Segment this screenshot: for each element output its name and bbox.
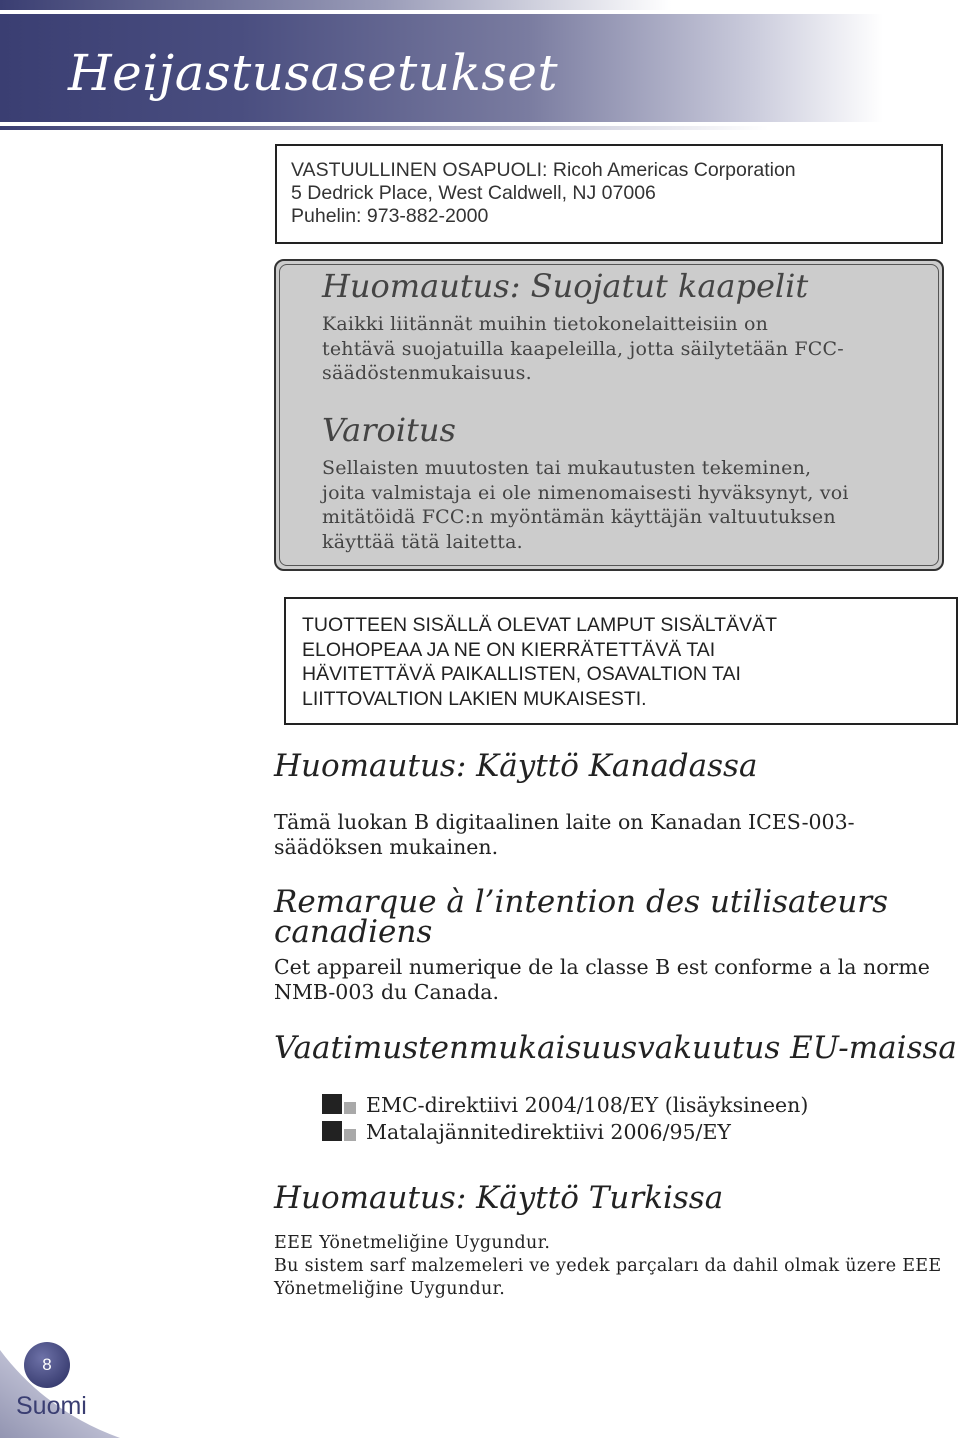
text-line: Cet appareil numerique de la classe B est conforme a la norme [274,955,930,979]
canada-heading: Huomautus: Käyttö Kanadassa [274,748,758,784]
address-line: 5 Dedrick Place, West Caldwell, NJ 07006 [291,182,656,204]
square-bullet-icon [322,1092,358,1118]
canada-text [274,810,855,860]
text-line: LIITTOVALTION LAKIEN MUKAISESTI. [302,687,647,710]
square-bullet-icon [322,1119,358,1145]
list-item-label: EMC-direktiivi 2004/108/EY (lisäyksineen) [366,1093,809,1117]
responsible-party-box [275,144,943,244]
list-item [322,1092,808,1118]
responsible-party-line: VASTUULLINEN OSAPUOLI: Ricoh Americas Corporation [291,159,796,181]
page-corner-decoration [0,1330,150,1438]
text-line: mitätöidä FCC:n myöntämän käyttäjän valtuutuksen [322,506,836,528]
text-line: joita valmistaja ei ole nimenomaisesti hyväksynyt, voi [322,481,849,504]
text-line: Tämä luokan B digitaalinen laite on Kanadan ICES-003- [274,810,855,834]
fcc-notice-box [274,259,944,571]
text-line: TUOTTEEN SISÄLLÄ OLEVAT LAMPUT SISÄLTÄVÄT [302,614,777,636]
eu-heading: Vaatimustenmukaisuusvakuutus EU-maissa [274,1030,957,1066]
page-title: Heijastusasetukset [68,44,559,102]
phone-line: Puhelin: 973-882-2000 [291,205,489,227]
heading-line: canadiens [274,914,433,950]
text-line: käyttää tätä laitetta. [322,530,523,553]
text-line: Sellaisten muutosten tai mukautusten tekeminen, [322,457,812,479]
text-line: Kaikki liitännät muihin tietokonelaitteisiin on [322,313,769,335]
shielded-cables-heading: Huomautus: Suojatut kaapelit [322,267,809,305]
warning-heading: Varoitus [322,411,456,449]
page-number-badge: 8 [24,1342,70,1388]
text-line: EEE Yönetmeliğine Uygundur. [274,1233,551,1253]
text-line: Bu sistem sarf malzemeleri ve yedek parçaları da dahil olmak üzere EEE [274,1256,942,1276]
warning-text [322,456,849,554]
text-line: tehtävä suojatuilla kaapeleilla, jotta säilytetään FCC- [322,337,844,360]
list-item [322,1119,731,1145]
turkey-text [274,1232,941,1301]
header-underline [0,126,960,130]
text-line: NMB-003 du Canada. [274,980,499,1004]
text-line: Yönetmeliğine Uygundur. [274,1279,506,1299]
shielded-cables-text [322,312,844,386]
header-top-stripe [0,0,960,10]
mercury-notice-box [284,597,958,725]
text-line: säädöksen mukainen. [274,835,499,859]
heading-line: Remarque à l’intention des utilisateurs [274,884,889,920]
turkey-heading: Huomautus: Käyttö Turkissa [274,1180,724,1216]
language-label: Suomi [16,1392,87,1420]
canada-fr-text [274,955,930,1005]
text-line: ELOHOPEAA JA NE ON KIERRÄTETTÄVÄ TAI [302,638,716,661]
canada-fr-heading [274,884,889,950]
text-line: säädöstenmukaisuus. [322,362,532,384]
list-item-label: Matalajännitedirektiivi 2006/95/EY [366,1120,731,1144]
text-line: HÄVITETTÄVÄ PAIKALLISTEN, OSAVALTION TAI [302,663,741,685]
